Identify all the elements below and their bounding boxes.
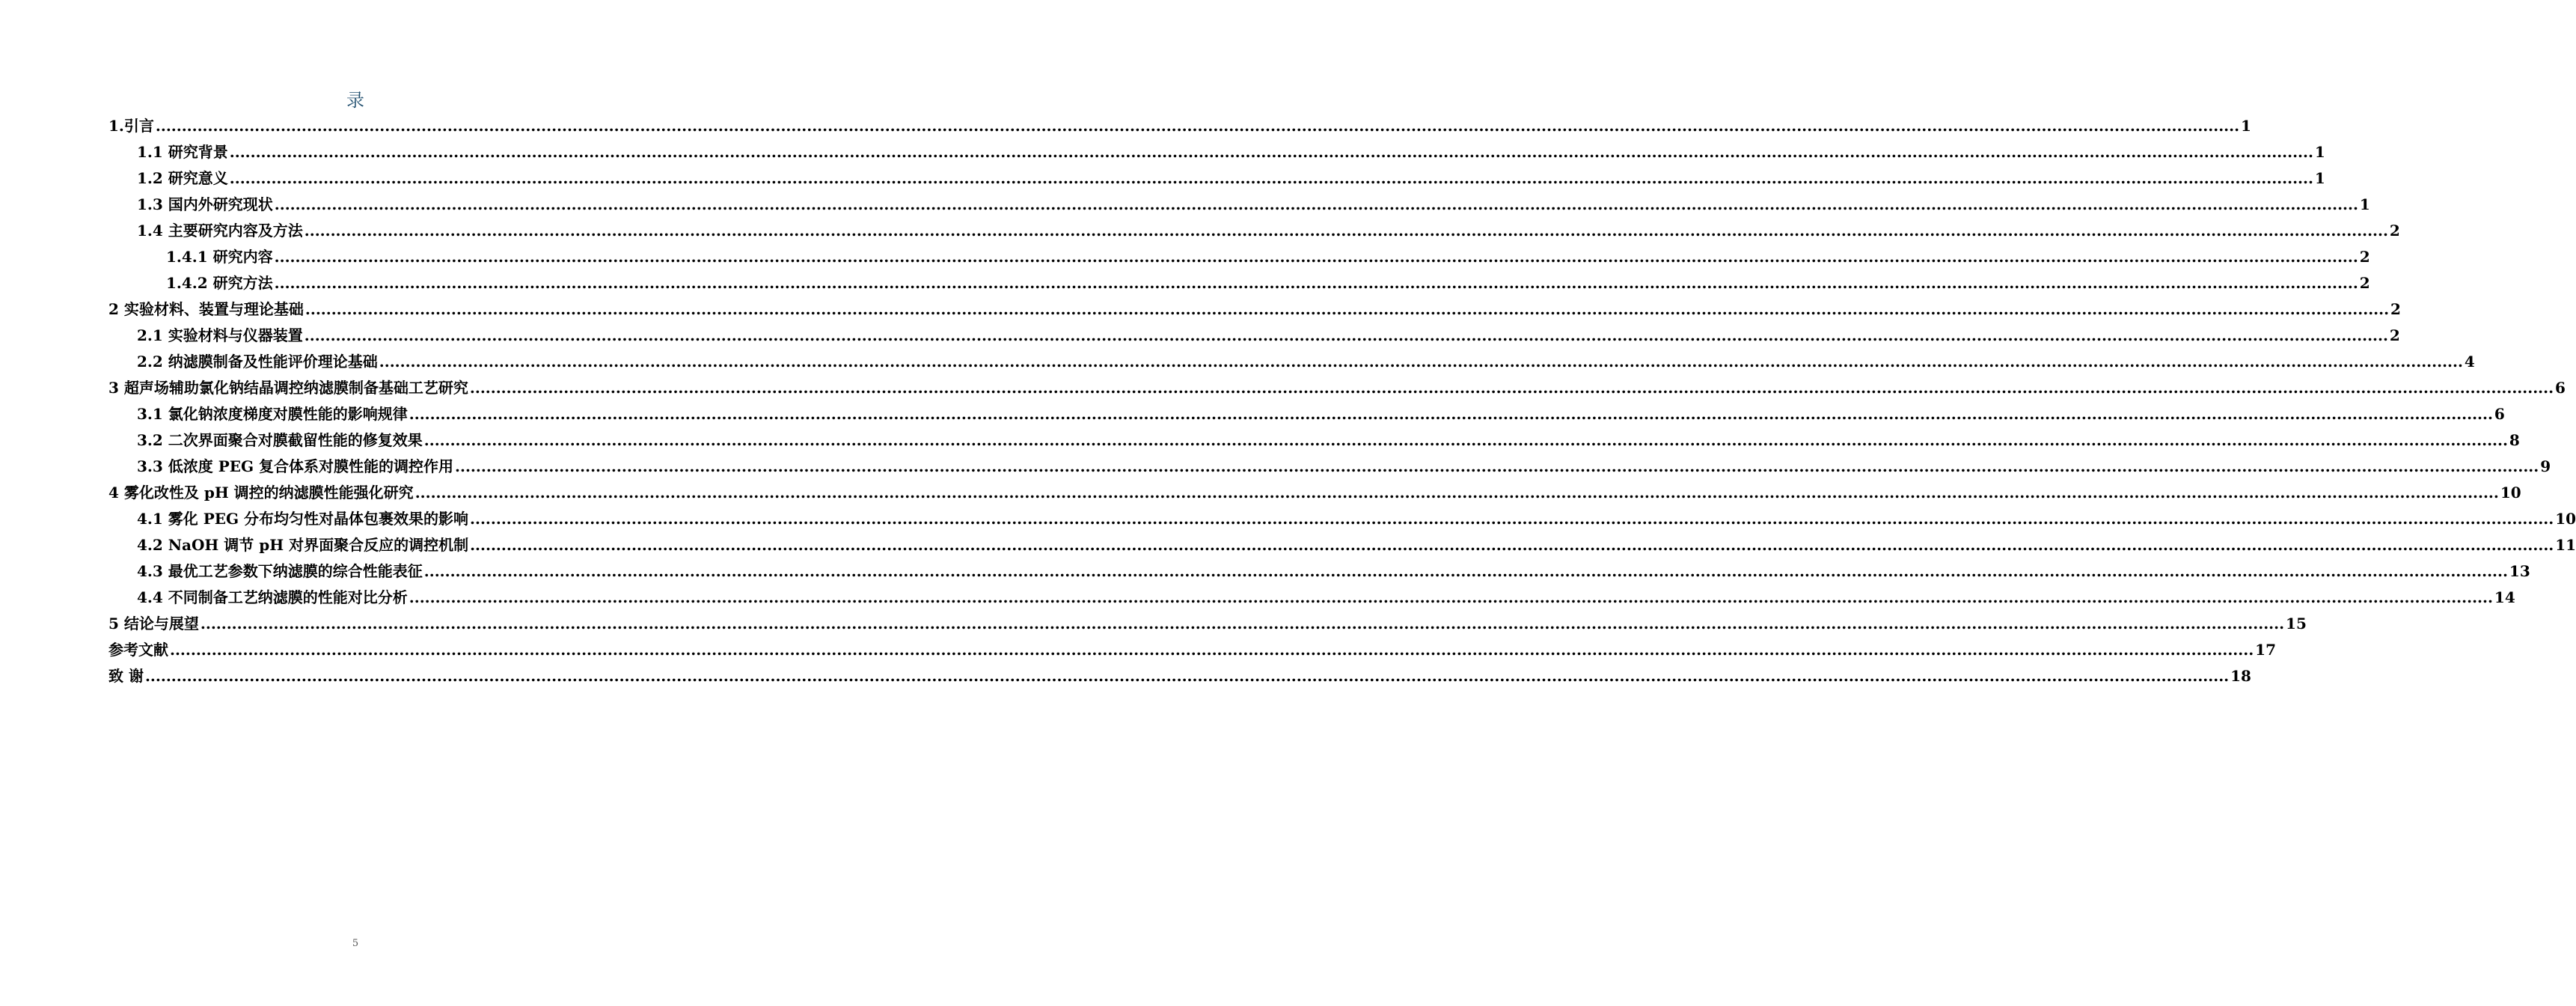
toc-entry[interactable] (108, 350, 2475, 376)
toc-entry-page: 1 (2359, 195, 2370, 213)
toc-entry-page: 4 (2464, 353, 2475, 371)
toc-dot-leader: ................................................................................................................................................................................................................................................................................................................................................................................................................ (305, 300, 2390, 318)
toc-dot-leader: ................................................................................................................................................................................................................................................................................................................................................................................................................ (414, 484, 2499, 502)
toc-entry-label: 1.3 国内外研究现状 (137, 195, 273, 213)
toc-entry[interactable] (108, 585, 2515, 612)
toc-entry[interactable] (108, 559, 2530, 585)
toc-entry[interactable] (108, 297, 2401, 323)
toc-entry-label: 1.4 主要研究内容及方法 (137, 222, 303, 240)
toc-entry-page: 2 (2389, 326, 2400, 344)
toc-entry-label: 5 结论与展望 (108, 615, 199, 632)
page-title: 录 (346, 90, 364, 111)
toc-dot-leader: ................................................................................................................................................................................................................................................................................................................................................................................................................ (304, 222, 2388, 240)
toc-entry-label: 1.4.1 研究内容 (166, 248, 273, 266)
toc-entry-page: 14 (2494, 588, 2515, 606)
toc-dot-leader: ................................................................................................................................................................................................................................................................................................................................................................................................................ (470, 536, 2554, 554)
toc-entry-label: 4.2 NaOH 调节 pH 对界面聚合反应的调控机制 (137, 536, 469, 554)
toc-dot-leader: ................................................................................................................................................................................................................................................................................................................................................................................................................ (229, 169, 2313, 187)
toc-entry[interactable] (108, 245, 2370, 271)
toc-entry[interactable] (108, 376, 2566, 402)
toc-entry-page: 1 (2314, 169, 2325, 187)
toc-entry-label: 2 实验材料、装置与理论基础 (108, 300, 304, 318)
toc-dot-leader: ................................................................................................................................................................................................................................................................................................................................................................................................................ (304, 326, 2388, 344)
toc-dot-leader: ................................................................................................................................................................................................................................................................................................................................................................................................................ (144, 667, 2230, 685)
toc-entry-page: 9 (2540, 457, 2551, 475)
toc-dot-leader: ................................................................................................................................................................................................................................................................................................................................................................................................................ (274, 195, 2358, 213)
toc-entry-page: 2 (2389, 222, 2400, 240)
toc-entry-label: 2.1 实验材料与仪器装置 (137, 326, 303, 344)
toc-entry[interactable] (108, 533, 2576, 559)
toc-dot-leader: ................................................................................................................................................................................................................................................................................................................................................................................................................ (229, 143, 2313, 161)
toc-entry-page: 8 (2509, 431, 2520, 449)
toc-entry[interactable] (108, 114, 2251, 140)
toc-entry-page: 2 (2359, 274, 2370, 292)
toc-entry[interactable] (108, 402, 2505, 428)
toc-entry-label: 1.4.2 研究方法 (166, 274, 273, 292)
toc-entry-page: 10 (2500, 484, 2521, 502)
toc-entry-label: 3.2 二次界面聚合对膜截留性能的修复效果 (137, 431, 423, 449)
toc-entry-label: 4.4 不同制备工艺纳滤膜的性能对比分析 (137, 588, 408, 606)
toc-entry-label: 4.1 雾化 PEG 分布均匀性对晶体包裹效果的影响 (137, 510, 469, 528)
toc-entry[interactable] (108, 166, 2325, 192)
toc-entry[interactable] (108, 612, 2307, 638)
toc-entry-page: 6 (2494, 405, 2505, 423)
toc-entry-page: 18 (2230, 667, 2251, 685)
toc-dot-leader: ................................................................................................................................................................................................................................................................................................................................................................................................................ (274, 248, 2358, 266)
toc-dot-leader: ................................................................................................................................................................................................................................................................................................................................................................................................................ (469, 379, 2554, 397)
toc-entry-label: 4 雾化改性及 pH 调控的纳滤膜性能强化研究 (108, 484, 414, 502)
toc-dot-leader: ................................................................................................................................................................................................................................................................................................................................................................................................................ (274, 274, 2358, 292)
toc-dot-leader: ................................................................................................................................................................................................................................................................................................................................................................................................................ (200, 615, 2285, 632)
toc-entry-page: 1 (2314, 143, 2325, 161)
toc-entry[interactable] (108, 219, 2400, 245)
toc-entry-label: 1.引言 (108, 117, 154, 135)
toc-dot-leader: ................................................................................................................................................................................................................................................................................................................................................................................................................ (470, 510, 2554, 528)
toc-entry-page: 2 (2390, 300, 2401, 318)
toc-entry-label: 致 谢 (108, 667, 144, 685)
toc-entry[interactable] (108, 192, 2370, 219)
toc-entry-page: 17 (2255, 641, 2276, 659)
toc-entry-label: 4.3 最优工艺参数下纳滤膜的综合性能表征 (137, 562, 423, 580)
toc-entry[interactable] (108, 664, 2251, 690)
toc-entry-label: 2.2 纳滤膜制备及性能评价理论基础 (137, 353, 378, 371)
toc-dot-leader: ................................................................................................................................................................................................................................................................................................................................................................................................................ (379, 353, 2463, 371)
toc-entry[interactable] (108, 271, 2370, 297)
toc-entry[interactable] (108, 481, 2521, 507)
toc-entry[interactable] (108, 454, 2551, 481)
toc-entry-label: 3.1 氯化钠浓度梯度对膜性能的影响规律 (137, 405, 408, 423)
toc-entry-page: 1 (2241, 117, 2251, 135)
toc-entry[interactable] (108, 323, 2400, 350)
toc-dot-leader: ................................................................................................................................................................................................................................................................................................................................................................................................................ (455, 457, 2539, 475)
toc-entry-label: 3 超声场辅助氯化钠结晶调控纳滤膜制备基础工艺研究 (108, 379, 468, 397)
toc-dot-leader: ................................................................................................................................................................................................................................................................................................................................................................................................................ (409, 405, 2493, 423)
toc-entry-label: 1.1 研究背景 (137, 143, 228, 161)
toc-dot-leader: ................................................................................................................................................................................................................................................................................................................................................................................................................ (423, 562, 2508, 580)
toc-entry-page: 15 (2286, 615, 2307, 632)
toc-entry[interactable] (108, 428, 2520, 454)
toc-entry-page: 6 (2555, 379, 2566, 397)
toc-dot-leader: ................................................................................................................................................................................................................................................................................................................................................................................................................ (409, 588, 2493, 606)
toc-entry-label: 1.2 研究意义 (137, 169, 228, 187)
toc-entry-page: 10 (2555, 510, 2576, 528)
toc-dot-leader: ................................................................................................................................................................................................................................................................................................................................................................................................................ (155, 117, 2240, 135)
toc-entry-page: 11 (2555, 536, 2576, 554)
toc-dot-leader: ................................................................................................................................................................................................................................................................................................................................................................................................................ (423, 431, 2508, 449)
toc-entry-page: 13 (2509, 562, 2530, 580)
toc-entry-label: 参考文献 (108, 641, 168, 659)
toc-entry-label: 3.3 低浓度 PEG 复合体系对膜性能的调控作用 (137, 457, 454, 475)
toc-dot-leader: ................................................................................................................................................................................................................................................................................................................................................................................................................ (170, 641, 2254, 659)
toc-entry[interactable] (108, 140, 2325, 166)
toc-entry-page: 2 (2359, 248, 2370, 266)
table-of-contents (108, 114, 2576, 690)
toc-entry[interactable] (108, 507, 2576, 533)
page-number: 5 (352, 938, 359, 949)
toc-entry[interactable] (108, 638, 2276, 664)
